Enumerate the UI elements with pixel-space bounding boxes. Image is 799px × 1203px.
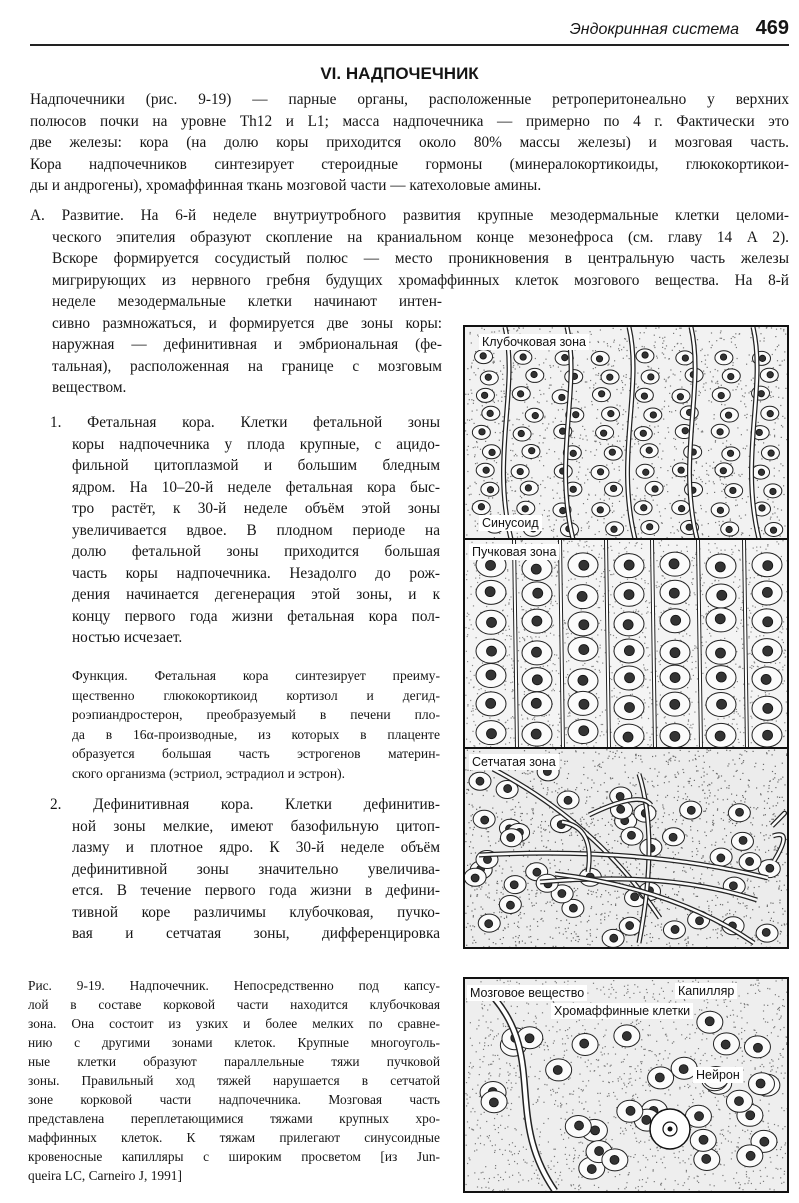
text-line: 2. Дефинитивная кора. Клетки дефинитив- [50,796,440,813]
text-line: мигрирующих из нервного гребня будущих хромаффинных клеток мозгового вещества. На 8-й [52,271,789,289]
label-zone-glomerulosa: Клубочковая зона [479,334,589,350]
text-line: сивно размножаться, и формируется две зоны коры: [52,314,442,332]
text-line: вая и сетчатая зоны, дифференцировка [72,925,440,942]
text-line: ды и андрогены), хромаффинная ткань мозговой части — катехоловые амины. [30,177,542,194]
text-line: полюсов почки на уровне Th12 и L1; масса надпочечника — примерно по 4 г. Фактически это [30,112,789,130]
text-line: веществом. [52,379,127,396]
text-line: лой в составе корковой части находится клубочковая [28,997,440,1012]
running-header [30,16,789,46]
text-line: лазму и плотное ядро. К 30-й неделе объём [72,839,440,856]
text-line: зона. Она состоит из узких и более мелких по сравне- [28,1016,440,1031]
label-neuron: Нейрон [693,1067,743,1083]
text-line: ядром. На 10–20-й неделе фетальная кора быс- [72,478,440,496]
text-line: Функция. Фетальная кора синтезирует преиму- [72,668,440,683]
text-line: нию с другими зонами клеток. Крупные многоуголь- [28,1035,440,1050]
text-line: две железы: кора (на долю коры приходится около 80% массы железы) и мозговая часть. [30,134,789,151]
text-line: маффинных клеток. К тяжам прилегают синусоидные [28,1130,440,1145]
label-sinusoid: Синусоид [479,515,542,531]
text-line: неделе мезодермальные клетки начинают интен- [52,293,442,310]
text-line: ные клетки образуют параллельные тяжи пучковой [28,1054,440,1069]
intro-paragraph [30,89,789,197]
text-line: зоне корковой части надпочечника. Мозговая часть [28,1092,440,1107]
text-line: концу первого года жизни фетальная кора пол- [72,607,440,625]
figure-panel-medulla [463,977,789,1193]
definitive-cortex-paragraph [50,794,440,945]
text-line: Рис. 9-19. Надпочечник. Непосредственно под капсу- [28,978,440,993]
histology-reticularis-image [465,749,787,947]
text-line: роэпиандростерон, преобразуемый в печени пло- [72,707,440,723]
text-line: ется. В течение первого года жизни в дефини- [72,882,440,899]
label-capillary: Капилляр [675,983,737,999]
text-line: зоны. Правильный ход тяжей нарушается в сетчатой [28,1073,440,1088]
text-line: Вскоре формируется сосудистый полюс — место проникновения в центральную часть железы [52,250,789,267]
text-line: щественно глюкокортикоид кортизол и дегид- [72,687,440,703]
label-medulla: Мозговое вещество [467,985,587,1001]
histology-fasciculata-image [465,540,787,748]
text-line: 1. Фетальная кора. Клетки фетальной зоны [50,414,440,431]
text-line: тивной коре различимы клубочковая, пучко- [72,903,440,921]
text-line: кровеносные капилляры с широким просветом [из Jun- [28,1149,440,1164]
label-chromaffin-cells: Хромаффинные клетки [551,1003,693,1019]
text-line: да в 16α-производные, из которых в плаценте [72,726,440,742]
label-zone-reticularis: Сетчатая зона [469,754,559,770]
text-line: образуется большая часть эстрогенов материн- [72,746,440,762]
text-line: долю фетальной зоны приходится большая [72,543,440,560]
text-line: Кора надпочечников синтезирует стероидные гормоны (минералокортикоиды, глюкокортикои- [30,155,789,173]
fetal-cortex-paragraph [50,412,440,649]
text-line: дефинитивной зоны значительно увеличива- [72,860,440,878]
text-line: часть коры надпочечника. Незадолго до рож- [72,564,440,582]
text-line: тро растёт, к 30-й неделе объём этой зоны [72,500,440,517]
text-line: queira LC, Carneiro J, 1991] [28,1168,182,1183]
label-zone-fasciculata: Пучковая зона [469,544,559,560]
page-number: 469 [755,17,789,39]
section-title: VI. НАДПОЧЕЧНИК [320,64,479,83]
text-line: увеличивается вдвое. В плодном периоде на [72,521,440,539]
running-title: Эндокринная система [569,21,739,38]
text-line: наружная — дефинитивная и эмбриональная (фе- [52,336,442,353]
development-paragraph [30,205,789,291]
figure-panel-reticularis [463,747,789,949]
text-line: А. Развитие. На 6-й неделе внутриутробного развития крупные мезодермальные клетки целоми- [30,207,789,224]
development-paragraph-cont [52,291,442,399]
function-paragraph [72,666,440,784]
figure-panel-fasciculata [463,538,789,750]
text-line: коры надпочечника у плода крупные, с ацидо- [72,435,440,453]
text-line: ческого эпителия образуют скопление на краниальном конце мезонефроса (см. главу 14 А 2). [52,228,789,246]
text-line: ной зоны мелкие, имеют базофильную цитоп- [72,817,440,835]
text-line: Надпочечники (рис. 9-19) — парные органы, расположенные ретроперитонеально у верхних [30,91,789,108]
figure-caption [28,976,440,1185]
text-line: представлена переплетающимися тяжами крупных хро- [28,1111,440,1126]
histology-glomerulosa-image [465,327,787,539]
text-line: ского организма (эстриол, эстрадиол и эстрон). [72,765,346,781]
text-line: дения начинается дегенерация этой зоны, и к [72,586,440,603]
text-line: фильной цитоплазмой и большим бледным [72,457,440,474]
text-line: тальная), расположенная на границе с мозговым [52,357,442,375]
figure-panel-glomerulosa [463,325,789,541]
text-line: ностью исчезает. [72,629,183,646]
